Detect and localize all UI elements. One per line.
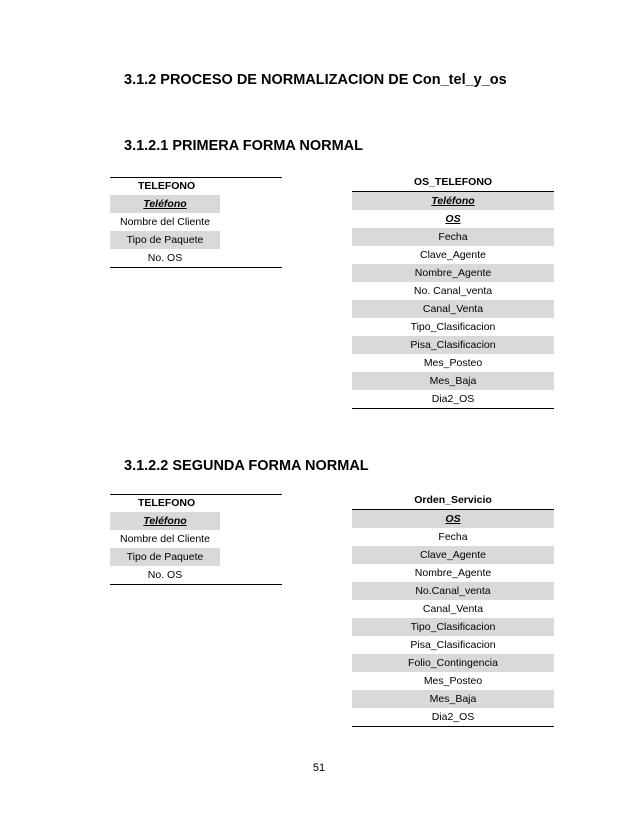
table-row: Fecha (352, 228, 554, 246)
table-title: OS_TELEFONO (413, 176, 493, 188)
table-row: Folio_Contingencia (352, 654, 554, 672)
table-row: Dia2_OS (431, 393, 475, 405)
second-nf-telefono-table (110, 494, 282, 585)
second-nf-orden-servicio-table (352, 492, 554, 727)
table-row: No. OS (147, 252, 183, 264)
table-row: Mes_Posteo (423, 675, 483, 687)
table-row: Clave_Agente (352, 546, 554, 564)
table-row: No. OS (147, 569, 183, 581)
table-row: Fecha (438, 531, 468, 543)
table-row: Clave_Agente (420, 249, 486, 261)
table-row: Tipo_Clasificacion (352, 618, 554, 636)
table-row: Mes_Baja (352, 690, 554, 708)
table-title: TELEFONO (110, 494, 282, 512)
key-field: Teléfono (110, 195, 220, 213)
first-nf-os-telefono-table (352, 174, 554, 409)
table-row: Nombre del Cliente (120, 216, 210, 228)
table-row: Dia2_OS (431, 711, 475, 723)
table-row: Nombre del Cliente (120, 533, 210, 545)
key-field: OS (352, 510, 554, 528)
table-row: Tipo_Clasificacion (410, 321, 496, 333)
first-normal-form-heading: 3.1.2.1 PRIMERA FORMA NORMAL (124, 138, 364, 154)
table-row: Tipo de Paquete (110, 231, 220, 249)
table-row: Canal_Venta (352, 300, 554, 318)
table-row: Mes_Posteo (423, 357, 483, 369)
section-heading: 3.1.2 PROCESO DE NORMALIZACION DE Con_tel_y_os (124, 72, 507, 88)
table-row: Pisa_Clasificacion (352, 336, 554, 354)
page-number: 51 (312, 762, 326, 774)
table-row: Nombre_Agente (352, 264, 554, 282)
second-normal-form-heading: 3.1.2.2 SEGUNDA FORMA NORMAL (124, 458, 369, 474)
table-title: Orden_Servicio (414, 494, 492, 506)
table-row: Pisa_Clasificacion (410, 639, 496, 651)
key-field: Teléfono (110, 512, 220, 530)
table-row: Mes_Baja (352, 372, 554, 390)
table-title: TELEFONO (110, 177, 282, 195)
table-row: Nombre_Agente (414, 567, 492, 579)
table-row: Canal_Venta (422, 603, 484, 615)
key-field: OS (445, 213, 461, 225)
first-nf-telefono-table (110, 177, 282, 268)
table-row: Tipo de Paquete (110, 548, 220, 566)
table-row: No.Canal_venta (352, 582, 554, 600)
table-row: No. Canal_venta (413, 285, 493, 297)
key-field: Teléfono (352, 192, 554, 210)
